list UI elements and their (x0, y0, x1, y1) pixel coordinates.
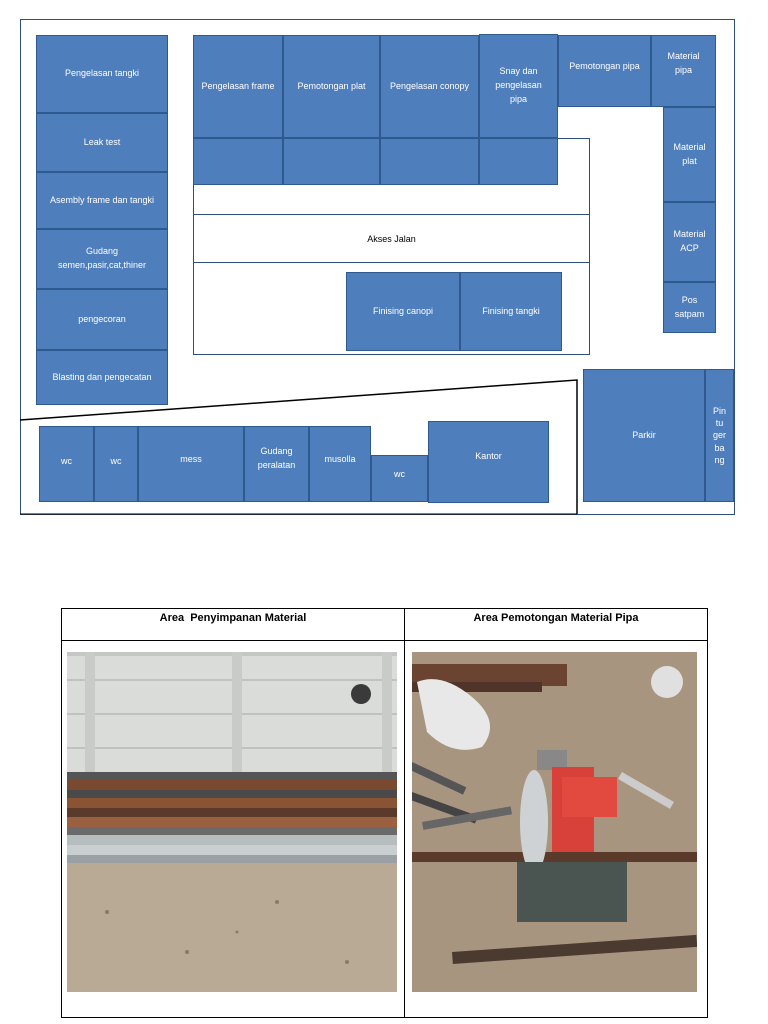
photo-table-divider (404, 608, 405, 1018)
area-leak-test: Leak test (36, 113, 168, 172)
photo-pipe-cutting (412, 652, 697, 992)
area-material-pipa: Material pipa (651, 35, 716, 107)
area-finising-canopi: Finising canopi (346, 272, 460, 351)
area-wc-1: wc (39, 426, 94, 502)
photo-table-header-line (61, 640, 708, 641)
area-musolla: musolla (309, 426, 371, 502)
strip-pengelasan-conopy (380, 138, 479, 185)
area-material-acp: Material ACP (663, 202, 716, 282)
area-wc-2: wc (94, 426, 138, 502)
area-pengelasan-frame: Pengelasan frame (193, 35, 283, 138)
strip-pengelasan-frame (193, 138, 283, 185)
area-parkir: Parkir (583, 369, 705, 502)
area-material-plat: Material plat (663, 107, 716, 202)
area-snay-pengelasan-pipa: Snay dan pengelasan pipa (479, 34, 558, 138)
area-pemotongan-pipa: Pemotongan pipa (558, 35, 651, 107)
strip-snay-pipa (479, 138, 558, 185)
area-pengecoran: pengecoran (36, 289, 168, 350)
area-pengelasan-tangki: Pengelasan tangki (36, 35, 168, 113)
area-pemotongan-plat: Pemotongan plat (283, 35, 380, 138)
header-area-pemotongan: Area Pemotongan Material Pipa (473, 612, 639, 624)
akses-jalan: Akses Jalan (193, 214, 590, 263)
area-gudang-semen: Gudang semen,pasir,cat,thiner (36, 229, 168, 289)
area-mess: mess (138, 426, 244, 502)
strip-pemotongan-plat (283, 138, 380, 185)
area-pintu-gerbang: Pin tu ger ba ng (705, 369, 734, 502)
area-pos-satpam: Pos satpam (663, 282, 716, 333)
area-blasting-pengecatan: Blasting dan pengecatan (36, 350, 168, 405)
header-area-penyimpanan: Area Penyimpanan Material (159, 612, 307, 624)
area-gudang-peralatan: Gudang peralatan (244, 426, 309, 502)
area-finising-tangki: Finising tangki (460, 272, 562, 351)
photo-material-storage (67, 652, 397, 992)
area-pengelasan-conopy: Pengelasan conopy (380, 35, 479, 138)
area-asembly-frame-tangki: Asembly frame dan tangki (36, 172, 168, 229)
area-wc-3: wc (371, 455, 428, 502)
area-kantor: Kantor (428, 421, 549, 503)
